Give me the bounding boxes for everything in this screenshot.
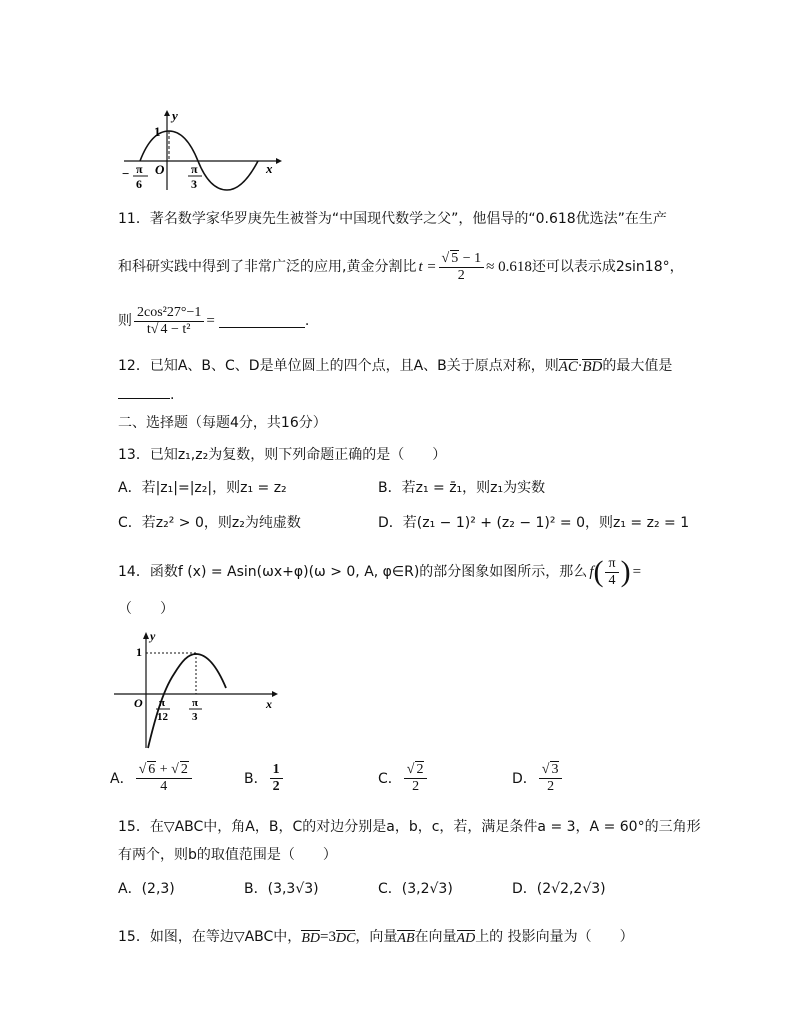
- q11-line2-b: 还可以表示成2sin18°，: [531, 259, 684, 275]
- q11-t-eq: t =: [418, 259, 437, 275]
- q14-a-plus: +: [156, 762, 172, 777]
- graph2-y-arrow: [143, 632, 149, 639]
- q12-line2: [118, 386, 174, 404]
- q12-end: .: [170, 387, 175, 403]
- q12-after: 的最大值是: [602, 358, 673, 374]
- q14-b-num: 1: [270, 762, 283, 779]
- graph1-pi3-num: π: [191, 162, 198, 176]
- q15a-line1-text: 在▽ABC中，角A，B，C的对边分别是a，b，c，若，满足条件a = 3，A = 60°的三角形: [149, 819, 701, 835]
- q14-option-d[interactable]: [512, 762, 564, 795]
- q14-a-fraction: $\frac{√ 6 + √ 2}{4}$: [136, 762, 192, 795]
- q15a-option-a[interactable]: A．(2,3): [118, 881, 175, 897]
- q15b-d: 上的 投影向量为（ ）: [475, 929, 634, 945]
- q14-d-letter: D．: [512, 770, 537, 787]
- q15b-vec-bd: BD: [301, 931, 320, 946]
- q11-line3: [118, 301, 309, 341]
- q14-b-fraction: [270, 762, 283, 795]
- q12-text: 已知A、B、C、D是单位圆上的四个点，且A、B关于原点对称，则: [149, 358, 559, 374]
- q14-d-num: 3: [551, 762, 559, 777]
- sine-graph-2: [112, 628, 282, 752]
- q14-arg-den: 4: [608, 572, 616, 588]
- sine-graph-1: [118, 108, 288, 192]
- q11-approx: ≈ 0.618: [486, 259, 532, 275]
- q15a-number: 15．: [118, 819, 150, 835]
- q11-num-tail: − 1: [459, 250, 482, 266]
- graph2-origin: O: [134, 696, 143, 710]
- q14-option-a[interactable]: [110, 762, 194, 795]
- q14-f: f: [589, 564, 594, 580]
- q14-stem-text: 函数f (x) = Asin(ωx+φ)(ω > 0, A, φ∈R)的部分图象如图所示，那么: [149, 564, 588, 580]
- q11-expr-den-rad: 4 − t²: [160, 321, 191, 337]
- q13-stem: [118, 446, 446, 464]
- q15b-c: 在向量: [414, 929, 457, 945]
- q12-number: 12．: [118, 358, 150, 374]
- q15a-line1: [118, 818, 701, 836]
- q11-den: 2: [457, 267, 465, 283]
- q14-stem: 14． 函数f (x) = Asin(ωx+φ)(ω > 0, A, φ∈R)的部分图象如图所示，那么 f ( $\frac{\pi}{4}$ ) =: [118, 555, 642, 588]
- q11-equals: =: [206, 313, 215, 329]
- golden-ratio-fraction: $\frac{√ 5 - 1}{2}$: [439, 251, 485, 284]
- graph2-p3-den: 3: [192, 711, 198, 723]
- graph2-x-arrow: [272, 691, 278, 697]
- q15b-line: [118, 928, 634, 946]
- y-axis-arrow: [164, 110, 170, 116]
- q13-number: 13．: [118, 447, 150, 463]
- expr-fraction: $\frac{\text{2cos²27°−1}}{\text{t√ 4 − t²}}$: [134, 305, 204, 338]
- q14-arg-num: π: [605, 556, 618, 573]
- q11-ze: 则: [118, 313, 132, 329]
- graph1-pi3-den: 3: [191, 177, 197, 191]
- q11-answer-blank[interactable]: [219, 315, 305, 328]
- q13-stem-text: 已知z₁,z₂为复数，则下列命题正确的是（ ）: [149, 447, 447, 463]
- q14-b-den: 2: [272, 779, 280, 794]
- q11-line2: [118, 247, 684, 287]
- q15a-line2: 有两个，则b的取值范围是（ ）: [118, 847, 337, 863]
- q15b-b: ，向量: [355, 929, 398, 945]
- q11-expr-num: 2cos²27°−1: [134, 305, 204, 322]
- graph2-one: 1: [136, 645, 142, 659]
- q14-c-fraction: $\frac{√ 2}{2}$: [404, 762, 428, 795]
- q14-a-letter: A．: [110, 770, 134, 787]
- q12-line1: [118, 357, 672, 375]
- q14-c-letter: C．: [378, 770, 402, 787]
- q12-vec-bd: BD: [582, 359, 603, 375]
- q15a-option-d[interactable]: D．(2√2,2√3): [512, 881, 606, 897]
- q11-line1-text: 著名数学家华罗庚先生被誉为“中国现代数学之父”，他倡导的“0.618优选法”在生产: [149, 211, 667, 227]
- q11-expr-den-t: t: [146, 321, 151, 337]
- q15a-option-c[interactable]: C．(3,2√3): [378, 881, 453, 897]
- q11-line1: [118, 210, 667, 228]
- q15b-a: 如图，在等边▽ABC中，: [149, 929, 302, 945]
- q11-line2-a: 和科研实践中得到了非常广泛的应用,黄金分割比: [118, 259, 417, 275]
- q14-d-den: 2: [547, 779, 555, 794]
- q15b-number: 15．: [118, 929, 150, 945]
- q11-rad5: 5: [451, 250, 459, 266]
- graph1-one: 1: [154, 124, 161, 139]
- graph2-x-label: x: [266, 697, 272, 711]
- graph1-origin: O: [155, 162, 165, 177]
- q14-d-fraction: $\frac{√ 3}{2}$: [539, 762, 563, 795]
- section2-title: 二、选择题（每题4分，共16分）: [118, 415, 327, 431]
- q15a-option-b[interactable]: B．(3,3√3): [244, 881, 319, 897]
- graph1-neg-den: 6: [136, 177, 142, 191]
- q15b-vec-ab: AB: [397, 931, 415, 946]
- graph2-p12-den: 12: [157, 711, 168, 723]
- q15b-eq3: =3: [319, 929, 336, 945]
- q15b-vec-ad: AD: [456, 931, 476, 946]
- graph2-p12-num: π: [159, 697, 166, 709]
- graph2-y-label: y: [150, 629, 156, 643]
- q14-arg-fraction: [605, 556, 618, 589]
- q15b-vec-dc: DC: [335, 931, 356, 946]
- q14-c-num: 2: [416, 762, 424, 777]
- q14-a-rad2: 2: [180, 762, 188, 777]
- q11-tail: .: [304, 313, 310, 329]
- x-axis-arrow: [276, 158, 282, 164]
- q14-c-den: 2: [412, 779, 420, 794]
- q14-b-letter: B．: [244, 770, 268, 787]
- q14-a-rad1: 6: [148, 762, 156, 777]
- q14-option-b[interactable]: [244, 762, 285, 795]
- q13-option-a[interactable]: A．若|z₁|=|z₂|，则z₁ = z₂: [118, 480, 287, 496]
- q11-number: 11．: [118, 211, 150, 227]
- q13-option-c[interactable]: C．若z₂² > 0，则z₂为纯虚数: [118, 515, 301, 531]
- q12-answer-blank[interactable]: [118, 386, 170, 399]
- graph1-y-label: y: [172, 108, 178, 123]
- q14-paren: （ ）: [118, 601, 174, 617]
- q13-option-d[interactable]: D．若(z₁ − 1)² + (z₂ − 1)² = 0，则z₁ = z₂ = 1: [378, 515, 690, 531]
- q14-eq: =: [632, 564, 642, 580]
- q12-vec-ac: AC: [558, 359, 578, 375]
- graph1-neg-num: π: [136, 162, 143, 176]
- q14-number: 14．: [118, 564, 150, 580]
- graph1-neg-minus: −: [122, 166, 130, 181]
- graph1-x-label: x: [266, 161, 273, 176]
- q14-a-den: 4: [160, 779, 168, 794]
- graph2-p3-num: π: [192, 697, 199, 709]
- q14-option-c[interactable]: [378, 762, 429, 795]
- q12-dot: ·: [577, 358, 583, 374]
- q13-option-b[interactable]: B．若z₁ = z̄₁，则z₁为实数: [378, 480, 546, 496]
